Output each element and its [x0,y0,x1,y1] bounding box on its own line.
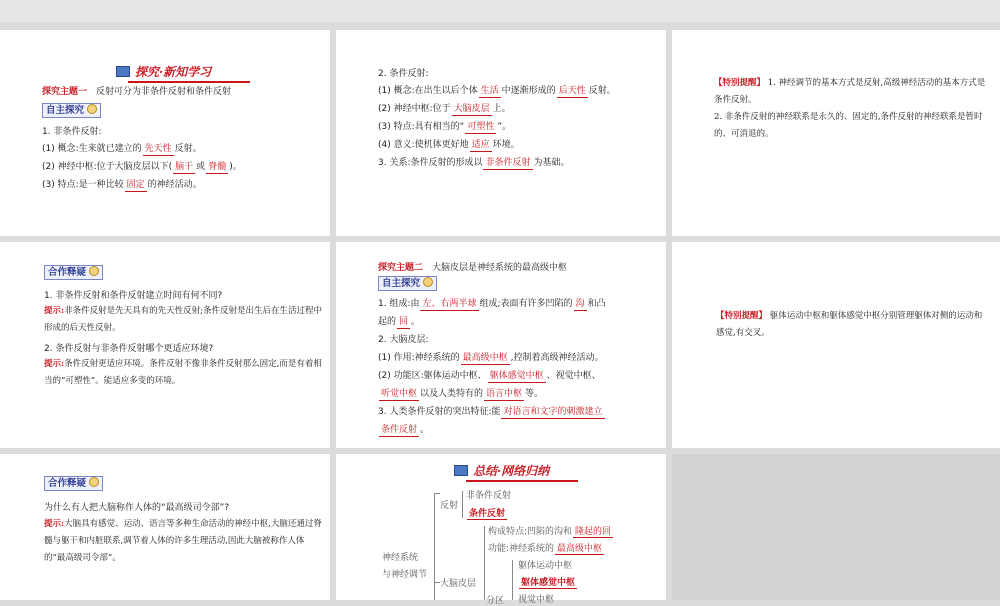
line-4: (1) 作用:神经系统的 最高级中枢 ,控制着高级神经活动。 [378,353,604,363]
line-6: 3. 关系:条件反射的形成以 非条件反射 为基础。 [378,158,570,168]
question-1: 1. 非条件反射和条件反射建立时间有何不同? [44,291,223,301]
header-underline [466,480,578,482]
tag-icon [89,266,99,276]
answer-1: 提示:非条件反射是先天具有的先天性反射;条件反射是出生后在生活过程中形成的后天性反射。 [44,306,323,333]
node-visual: 视觉中枢 [518,595,555,605]
topic-line: 探究主题一 反射可分为非条件反射和条件反射 [42,87,232,97]
question-1: 为什么有人把大脑称作人体的“最高级司令部”? [44,503,230,513]
line-6: 听觉中枢 以及人类特有的 语言中枢 等。 [381,389,544,399]
section-header: 探究·新知学习 [116,63,211,80]
cooperate-tag: 合作释疑 [44,265,103,280]
area-bracket [512,560,513,600]
slide-6[interactable] [672,242,1000,448]
node-cortex: 大脑皮层 [440,579,477,589]
node-area: 分区 [486,596,505,606]
line-3: (2) 神经中枢:位于大脑皮层以下( 脑干 或 脊髓 )。 [42,162,242,172]
line-2: (1) 概念:生来就已建立的 先天性 反射。 [42,144,202,154]
self-explore-tag: 自主探究 [42,103,101,118]
slide-4[interactable] [0,242,330,448]
answer-2: 提示:条件反射更适应环境。条件反射不像非条件反射那么固定,而是有着相当的“可塑性”。能适应多变的环境。 [44,359,322,386]
root-label-2: 与神经调节 [382,570,428,580]
node-sensory: 躯体感觉中枢 [518,575,578,589]
special-reminder: 【特别提醒】 1. 神经调节的基本方式是反射,高级神经活动的基本方式是条件反射。 2. 非条件反射的神经联系是永久的、固定的,条件反射的神经联系是暂时的、可消退的。 [714,78,986,139]
topic-line: 探究主题二 大脑皮层是神经系统的最高级中枢 [378,263,568,273]
line-1: 2. 条件反射: [378,69,429,79]
line-1: 1. 组成:由 左、右两半球 组成;表面有许多凹陷的 沟 和凸 [378,299,606,309]
section-header: 总结·网络归纳 [454,462,549,479]
node-reflex: 反射 [440,501,459,511]
tag-icon [89,477,99,487]
line-5: (2) 功能区:躯体运动中枢、 躯体感觉中枢 、视觉中枢、 [378,371,601,381]
node-motor: 躯体运动中枢 [518,561,573,571]
self-explore-tag: 自主探究 [378,276,437,291]
answer-1: 提示:大脑具有感觉、运动、语言等多种生命活动的神经中枢,大脑还通过脊髓与躯干和内脏联系,调节着人体的许多生理活动,因此大脑被称作人体的“最高级司令部”。 [44,519,322,563]
node-feature: 构成特点:凹陷的沟和 隆起的回 [488,524,614,538]
reflex-bracket [462,491,463,518]
book-icon [116,66,130,77]
line-4: (3) 特点:是一种比较 固定 的神经活动。 [42,180,202,190]
line-2: (1) 概念:在出生以后个体 生活 中逐渐形成的 后天性 反射。 [378,86,616,96]
node-function: 功能:神经系统的 最高级中枢 [488,541,605,555]
slide-3[interactable] [672,30,1000,236]
line-3: 2. 大脑皮层: [378,335,429,345]
root-bracket [434,493,435,600]
question-2: 2. 条件反射与非条件反射哪个更适应环境? [44,344,214,354]
book-icon [454,465,468,476]
empty-slot [672,454,1000,600]
cooperate-tag: 合作释疑 [44,476,103,491]
line-7: 3. 人类条件反射的突出特征:能 对语言和文字的刺激建立 [378,407,603,417]
cortex-bracket [484,526,485,600]
root-label-1: 神经系统 [382,553,419,563]
slide-2[interactable] [336,30,666,236]
line-3: (2) 神经中枢:位于 大脑皮层 上。 [378,104,511,114]
header-underline [128,81,250,83]
node-unconditioned: 非条件反射 [466,491,512,501]
slide-5[interactable] [336,242,666,448]
line-2: 起的 回 。 [378,317,421,327]
tag-icon [423,277,433,287]
node-conditioned: 条件反射 [466,506,508,520]
slide-8[interactable] [336,454,666,606]
line-4: (3) 特点:具有相当的“ 可塑性 ”。 [378,122,511,132]
slide-7[interactable] [0,454,330,600]
line-1: 1. 非条件反射: [42,127,102,137]
tag-icon [87,104,97,114]
line-8: 条件反射 。 [381,425,430,435]
line-5: (4) 意义:使机体更好地 适应 环境。 [378,140,520,150]
bracket-tick [434,493,440,494]
special-reminder: 【特别提醒】 躯体运动中枢和躯体感觉中枢分别管理躯体对侧的运动和感觉,有交叉。 [716,311,983,338]
top-bar [0,0,1000,22]
slide-1[interactable] [0,30,330,236]
